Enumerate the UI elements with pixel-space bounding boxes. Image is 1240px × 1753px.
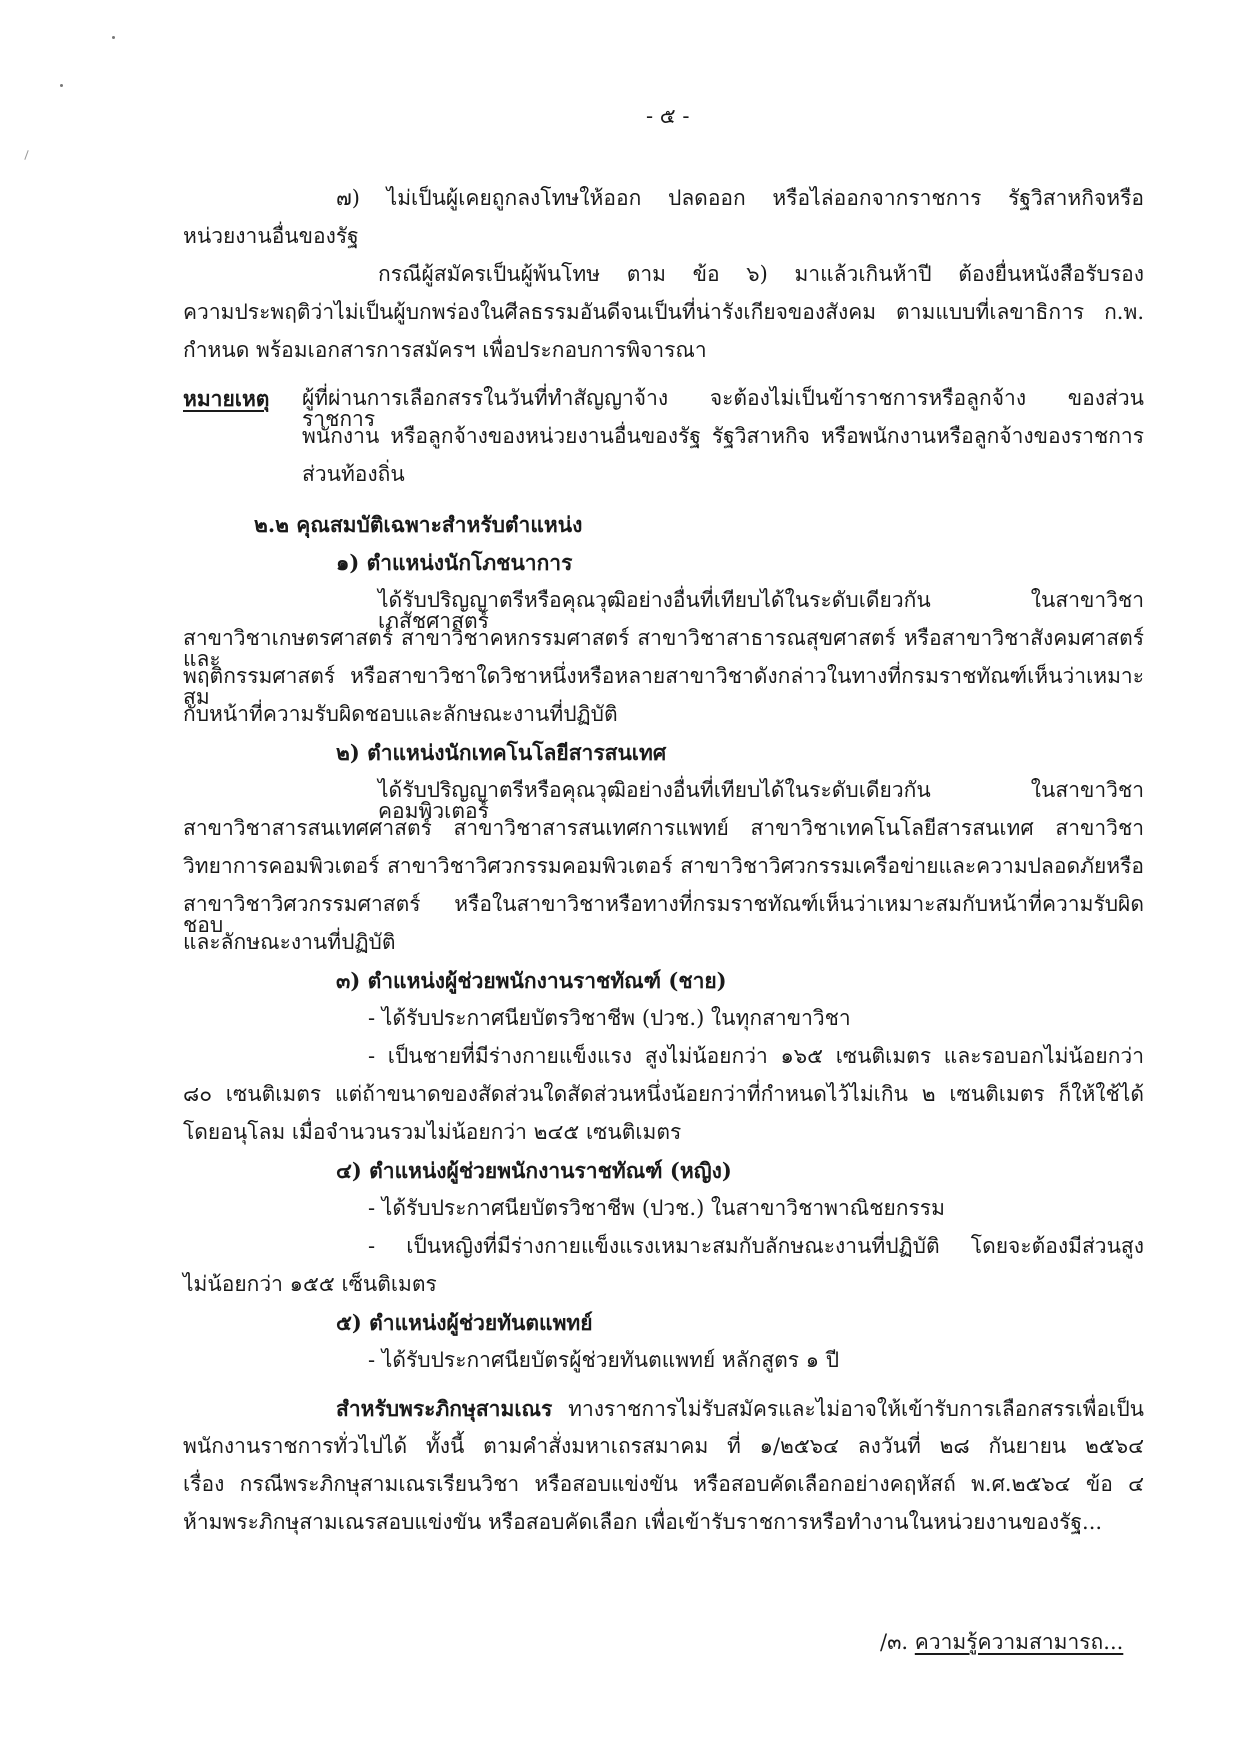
monk-bold-lead: สำหรับพระภิกษุสามเณร xyxy=(336,1396,553,1421)
item7-line2: หน่วยงานอื่นของรัฐ xyxy=(183,224,359,248)
remark-line2: พนักงาน หรือลูกจ้างของหน่วยงานอื่นของรัฐ รัฐวิสาหกิจ หรือพนักงานหรือลูกจ้างของราชการ xyxy=(302,424,1144,448)
pos1-line4: กับหน้าที่ความรับผิดชอบและลักษณะงานที่ปฏิบัติ xyxy=(183,702,618,726)
remark-label: หมายเหตุ xyxy=(183,386,270,411)
pos4-line1: - ได้รับประกาศนียบัตรวิชาชีพ (ปวช.) ในสาขาวิชาพาณิชยกรรม xyxy=(368,1196,945,1220)
scan-speck xyxy=(112,36,115,39)
monk-line1 xyxy=(336,1398,1144,1420)
pos3-line1: - ได้รับประกาศนียบัตรวิชาชีพ (ปวช.) ในทุกสาขาวิชา xyxy=(368,1006,851,1030)
position-title: ๓) ตำแหน่งผู้ช่วยพนักงานราชทัณฑ์ (ชาย) xyxy=(336,968,727,993)
monk-line1-rest: ทางราชการไม่รับสมัครและไม่อาจให้เข้ารับการเลือกสรรเพื่อเป็น xyxy=(568,1397,1144,1421)
pos5-line1: - ได้รับประกาศนียบัตรผู้ช่วยทันตแพทย์ หลักสูตร ๑ ปี xyxy=(368,1348,840,1372)
section-heading: ๒.๒ คุณสมบัติเฉพาะสำหรับตำแหน่ง xyxy=(254,512,583,537)
page-number: - ๕ - xyxy=(646,104,690,128)
monk-line4: ห้ามพระภิกษุสามเณรสอบแข่งขัน หรือสอบคัดเลือก เพื่อเข้ารับราชการหรือทำงานในหน่วยงานของรัฐ... xyxy=(183,1510,1103,1534)
pos2-line2: สาขาวิชาสารสนเทศศาสตร์ สาขาวิชาสารสนเทศการแพทย์ สาขาวิชาเทคโนโลยีสารสนเทศ สาขาวิชา xyxy=(183,816,1144,840)
pos1-line2: สาขาวิชาเกษตรศาสตร์ สาขาวิชาคหกรรมศาสตร์ สาขาวิชาสาธารณสุขศาสตร์ หรือสาขาวิชาสังคมศาสตร์และ xyxy=(183,626,1144,671)
pos2-line5: และลักษณะงานที่ปฏิบัติ xyxy=(183,930,396,954)
remark-line3: ส่วนท้องถิ่น xyxy=(302,462,405,486)
item7-line3: กรณีผู้สมัครเป็นผู้พ้นโทษ ตาม ข้อ ๖) มาแล้วเกินห้าปี ต้องยื่นหนังสือรับรอง xyxy=(378,262,1144,286)
footer-continuation xyxy=(880,1632,1123,1653)
item7-line5: กำหนด พร้อมเอกสารการสมัครฯ เพื่อประกอบการพิจารณา xyxy=(183,338,707,362)
pos3-line2: - เป็นชายที่มีร่างกายแข็งแรง สูงไม่น้อยกว่า ๑๖๕ เซนติเมตร และรอบอกไม่น้อยกว่า xyxy=(368,1044,1144,1068)
position-title: ๑) ตำแหน่งนักโภชนาการ xyxy=(336,550,573,575)
pos3-line3: ๘๐ เซนติเมตร แต่ถ้าขนาดของสัดส่วนใดสัดส่วนหนึ่งน้อยกว่าที่กำหนดไว้ไม่เกิน ๒ เซนติเมตร ก็ให้ใช้ได้ xyxy=(183,1082,1144,1106)
scan-speck xyxy=(60,84,63,87)
footer-continued-text: ความรู้ความสามารถ... xyxy=(914,1630,1124,1654)
pos1-line1: ได้รับปริญญาตรีหรือคุณวุฒิอย่างอื่นที่เทียบได้ในระดับเดียวกัน ในสาขาวิชาเภสัชศาสตร์ xyxy=(378,588,1144,633)
scan-speck xyxy=(24,150,28,160)
item7-line4: ความประพฤติว่าไม่เป็นผู้บกพร่องในศีลธรรมอันดีจนเป็นที่น่ารังเกียจของสังคม ตามแบบที่เลขาธิการ ก.พ. xyxy=(183,300,1144,324)
position-title: ๕) ตำแหน่งผู้ช่วยทันตแพทย์ xyxy=(336,1310,593,1335)
monk-line3: เรื่อง กรณีพระภิกษุสามเณรเรียนวิชา หรือสอบแข่งขัน หรือสอบคัดเลือกอย่างคฤหัสถ์ พ.ศ.๒๕๖๔ ข้อ ๔ xyxy=(183,1472,1144,1496)
pos4-line2: - เป็นหญิงที่มีร่างกายแข็งแรงเหมาะสมกับลักษณะงานที่ปฏิบัติ โดยจะต้องมีส่วนสูง xyxy=(368,1234,1144,1258)
pos2-line4: สาขาวิชาวิศวกรรมศาสตร์ หรือในสาขาวิชาหรือทางที่กรมราชทัณฑ์เห็นว่าเหมาะสมกับหน้าที่ความรับผิดชอบ xyxy=(183,892,1144,937)
monk-line2: พนักงานราชการทั่วไปได้ ทั้งนี้ ตามคำสั่งมหาเถรสมาคม ที่ ๑/๒๕๖๔ ลงวันที่ ๒๘ กันยายน ๒๕๖๔ xyxy=(183,1434,1144,1458)
footer-prefix: /๓. xyxy=(880,1630,909,1654)
pos4-line3: ไม่น้อยกว่า ๑๕๕ เซ็นติเมตร xyxy=(183,1272,437,1296)
pos2-line3: วิทยาการคอมพิวเตอร์ สาขาวิชาวิศวกรรมคอมพิวเตอร์ สาขาวิชาวิศวกรรมเครือข่ายและความปลอดภัยหรือ xyxy=(183,854,1144,878)
item7-line1: ๗) ไม่เป็นผู้เคยถูกลงโทษให้ออก ปลดออก หรือไล่ออกจากราชการ รัฐวิสาหกิจหรือ xyxy=(336,186,1144,210)
pos3-line4: โดยอนุโลม เมื่อจำนวนรวมไม่น้อยกว่า ๒๔๕ เซนติเมตร xyxy=(183,1120,682,1144)
pos2-line1: ได้รับปริญญาตรีหรือคุณวุฒิอย่างอื่นที่เทียบได้ในระดับเดียวกัน ในสาขาวิชาคอมพิวเตอร์ xyxy=(378,778,1144,823)
position-title: ๒) ตำแหน่งนักเทคโนโลยีสารสนเทศ xyxy=(336,740,667,765)
position-title: ๔) ตำแหน่งผู้ช่วยพนักงานราชทัณฑ์ (หญิง) xyxy=(336,1158,732,1183)
pos1-line3: พฤติกรรมศาสตร์ หรือสาขาวิชาใดวิชาหนึ่งหรือหลายสาขาวิชาดังกล่าวในทางที่กรมราชทัณฑ์เห็นว่าเหมาะสม xyxy=(183,664,1144,709)
remark-line1: ผู้ที่ผ่านการเลือกสรรในวันที่ทำสัญญาจ้าง จะต้องไม่เป็นข้าราชการหรือลูกจ้าง ของส่วนราชการ xyxy=(302,386,1144,431)
